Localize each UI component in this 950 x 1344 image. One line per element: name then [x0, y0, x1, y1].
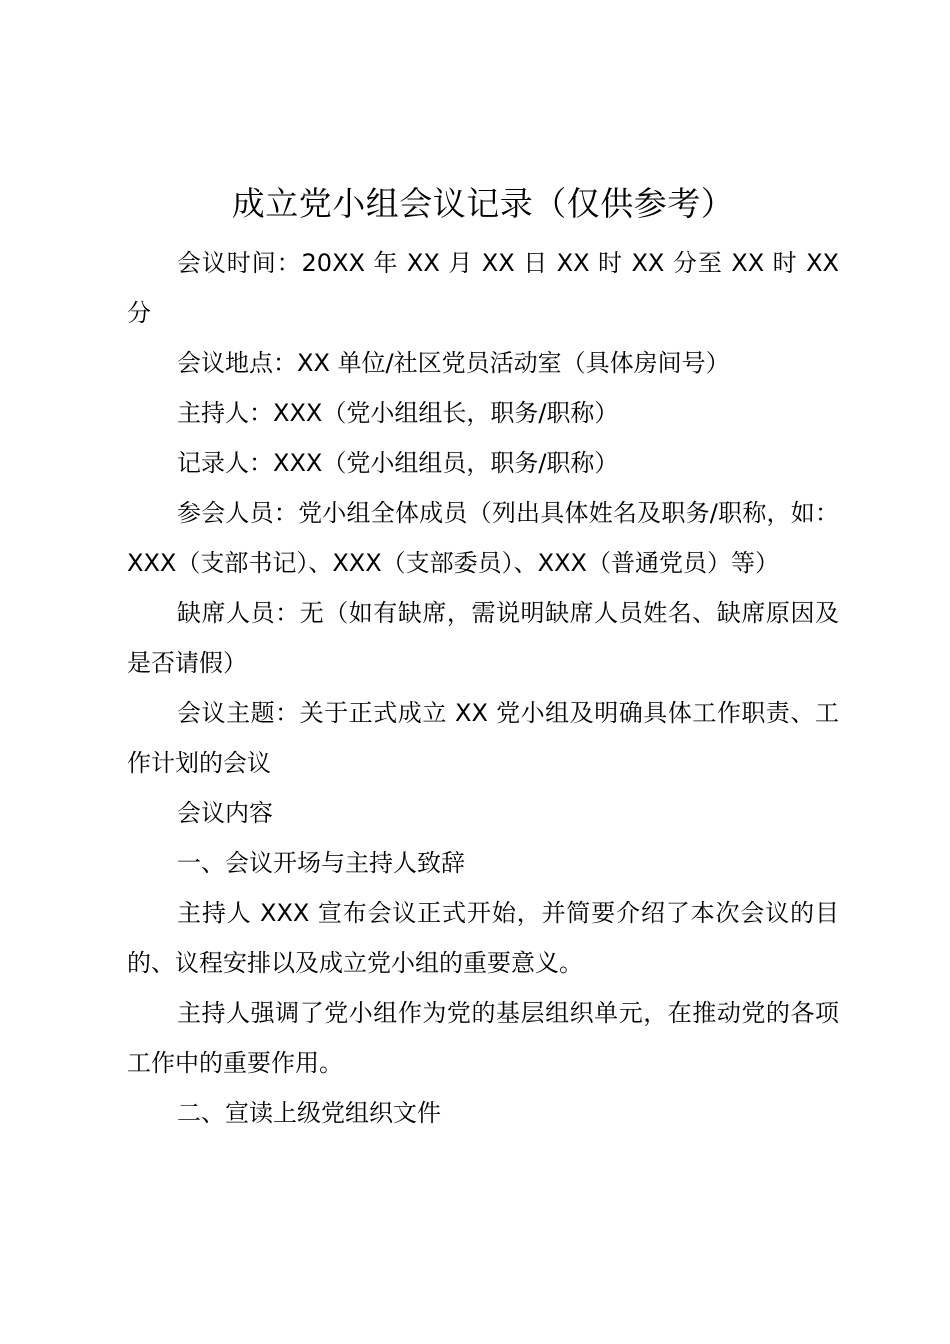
- section-1-paragraph-1: 主持人 XXX 宣布会议正式开始，并简要介绍了本次会议的目的、议程安排以及成立党小组的重要意义。: [127, 899, 839, 977]
- document-title: 成立党小组会议记录（仅供参考）: [231, 184, 735, 223]
- meeting-attendees: 参会人员：党小组全体成员（列出具体姓名及职务/职称，如：XXX（支部书记）、XXX（支部委员）、XXX（普通党员）等）: [127, 499, 839, 577]
- meeting-recorder: 记录人：XXX（党小组组员，职务/职称）: [177, 449, 619, 477]
- meeting-host: 主持人：XXX（党小组组长，职务/职称）: [177, 399, 619, 427]
- section-heading-2: 二、宣读上级党组织文件: [177, 1099, 441, 1127]
- document-page: [127, 178, 839, 1138]
- section-heading-1: 一、会议开场与主持人致辞: [177, 849, 465, 877]
- meeting-time: 会议时间：20XX 年 XX 月 XX 日 XX 时 XX 分至 XX 时 XX 分: [127, 249, 839, 327]
- section-heading-content: 会议内容: [177, 799, 273, 827]
- section-1-paragraph-2: 主持人强调了党小组作为党的基层组织单元，在推动党的各项工作中的重要作用。: [127, 999, 839, 1077]
- meeting-absentees: 缺席人员：无（如有缺席，需说明缺席人员姓名、缺席原因及是否请假）: [127, 599, 839, 677]
- meeting-location: 会议地点：XX 单位/社区党员活动室（具体房间号）: [177, 349, 730, 377]
- meeting-topic: 会议主题：关于正式成立 XX 党小组及明确具体工作职责、工作计划的会议: [127, 699, 839, 777]
